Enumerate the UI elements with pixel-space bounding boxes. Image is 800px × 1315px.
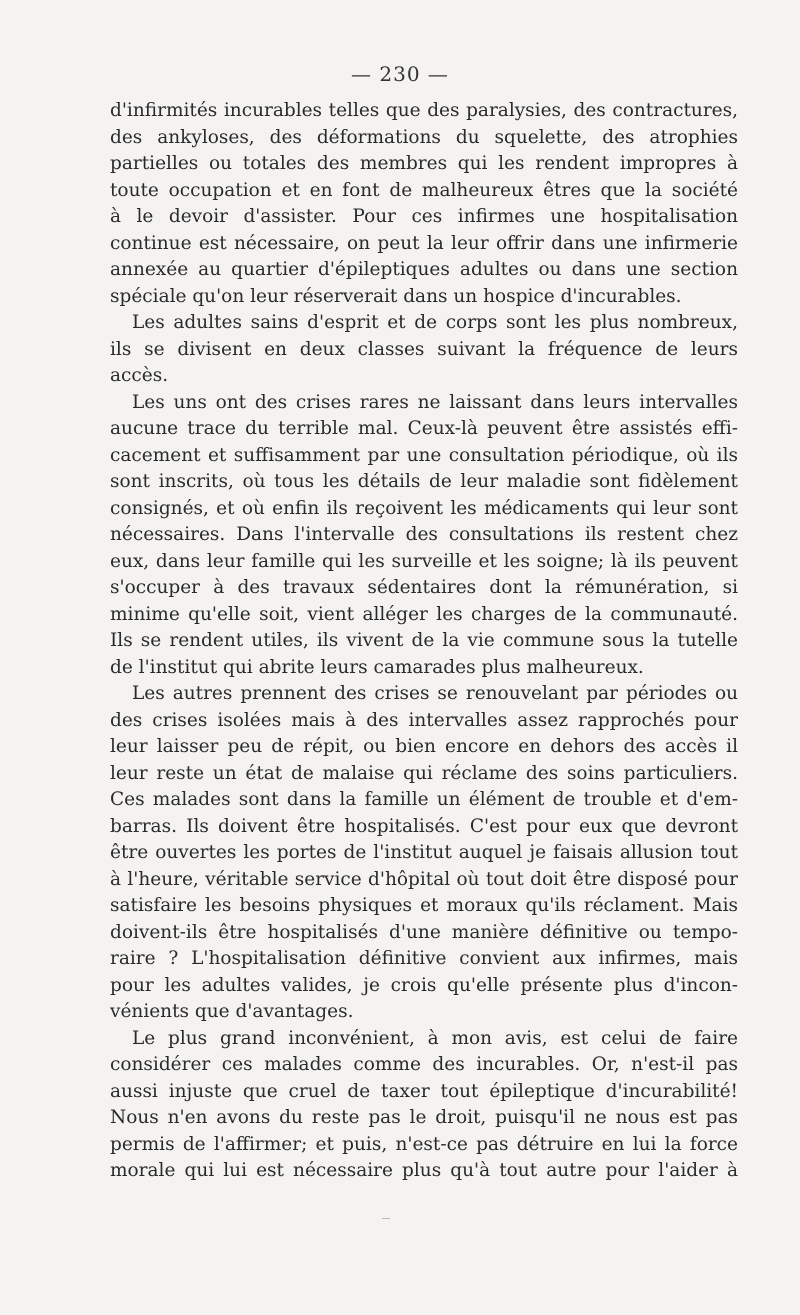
text-line: doivent-ils être hospitalisés d'une manière définitive ou tempo- xyxy=(110,921,738,943)
text-line: être ouvertes les portes de l'institut auquel je faisais allusion tout xyxy=(110,842,738,863)
text-line: pour les adultes valides, je crois qu'elle présente plus d'incon- xyxy=(110,974,738,996)
text-line: Les autres prennent des crises se renouvelant par périodes ou xyxy=(132,683,738,704)
text-line: partielles ou totales des membres qui les rendent impropres à xyxy=(110,153,738,174)
text-line: vénients que d'avantages. xyxy=(110,1001,354,1022)
text-line: des crises isolées mais à des intervalles assez rapprochés pour xyxy=(110,709,738,731)
text-line: Les adultes sains d'esprit et de corps sont les plus nombreux, xyxy=(132,312,738,333)
text-line: eux, dans leur famille qui les surveille et les soigne; là ils peuvent xyxy=(110,550,738,572)
text-line: annexée au quartier d'épileptiques adultes ou dans une section xyxy=(110,259,738,280)
text-line: spéciale qu'on leur réserverait dans un hospice d'incurables. xyxy=(110,285,682,307)
text-line: Nous n'en avons du reste pas le droit, puisqu'il ne nous est pas xyxy=(110,1107,738,1128)
text-line: nécessaires. Dans l'intervalle des consultations ils restent chez xyxy=(110,524,738,545)
text-line: à l'heure, véritable service d'hôpital où tout doit être disposé pour xyxy=(110,868,738,890)
text-line: raire ? L'hospitalisation définitive convient aux infirmes, mais xyxy=(110,948,738,969)
text-line: Le plus grand inconvénient, à mon avis, est celui de faire xyxy=(132,1027,738,1049)
text-line: cacement et suffisamment par une consultation périodique, où ils xyxy=(110,444,738,466)
text-line: Ces malades sont dans la famille un élément de trouble et d'em- xyxy=(110,789,738,810)
text-line: des ankyloses, des déformations du squelette, des atrophies xyxy=(110,126,738,148)
text-line: toute occupation et en font de malheureux êtres que la société xyxy=(110,179,738,201)
text-line: de l'institut qui abrite leurs camarades plus malheureux. xyxy=(110,656,644,678)
text-line: permis de l'affirmer; et puis, n'est-ce pas détruire en lui la force xyxy=(110,1133,738,1155)
text-line: considérer ces malades comme des incurables. Or, n'est-il pas xyxy=(110,1054,738,1075)
text-line: s'occuper à des travaux sédentaires dont la rémunération, si xyxy=(110,577,738,598)
text-line: satisfaire les besoins physiques et moraux qu'ils réclament. Mais xyxy=(110,895,738,916)
text-line: Ils se rendent utiles, ils vivent de la vie commune sous la tutelle xyxy=(110,630,738,651)
text-line: accès. xyxy=(110,365,169,386)
text-line: leur laisser peu de répit, ou bien encore en dehors des accès il xyxy=(110,736,738,757)
stray-mark xyxy=(382,1218,390,1219)
text-line: ils se divisent en deux classes suivant la fréquence de leurs xyxy=(110,338,738,360)
text-line: consignés, et où enfin ils reçoivent les médicaments qui leur sont xyxy=(110,497,738,519)
page-number: — 230 — xyxy=(351,62,449,86)
text-line: à le devoir d'assister. Pour ces infirmes une hospitalisation xyxy=(110,206,738,227)
text-line: leur reste un état de malaise qui réclame des soins particuliers. xyxy=(110,762,738,784)
text-line: minime qu'elle soit, vient alléger les charges de la communauté. xyxy=(110,603,738,625)
text-line: d'infirmités incurables telles que des paralysies, des contractures, xyxy=(110,100,738,121)
text-line: morale qui lui est nécessaire plus qu'à tout autre pour l'aider à xyxy=(110,1160,738,1181)
text-line: aussi injuste que cruel de taxer tout épileptique d'incurabilité! xyxy=(110,1080,738,1102)
text-line: barras. Ils doivent être hospitalisés. C'est pour eux que devront xyxy=(110,815,738,837)
body-text xyxy=(110,98,738,1185)
text-line: continue est nécessaire, on peut la leur offrir dans une infirmerie xyxy=(110,232,738,254)
text-line: sont inscrits, où tous les détails de leur maladie sont fidèlement xyxy=(110,471,738,492)
text-line: aucune trace du terrible mal. Ceux-là peuvent être assistés effi- xyxy=(110,418,738,439)
text-line: Les uns ont des crises rares ne laissant dans leurs intervalles xyxy=(132,391,738,413)
